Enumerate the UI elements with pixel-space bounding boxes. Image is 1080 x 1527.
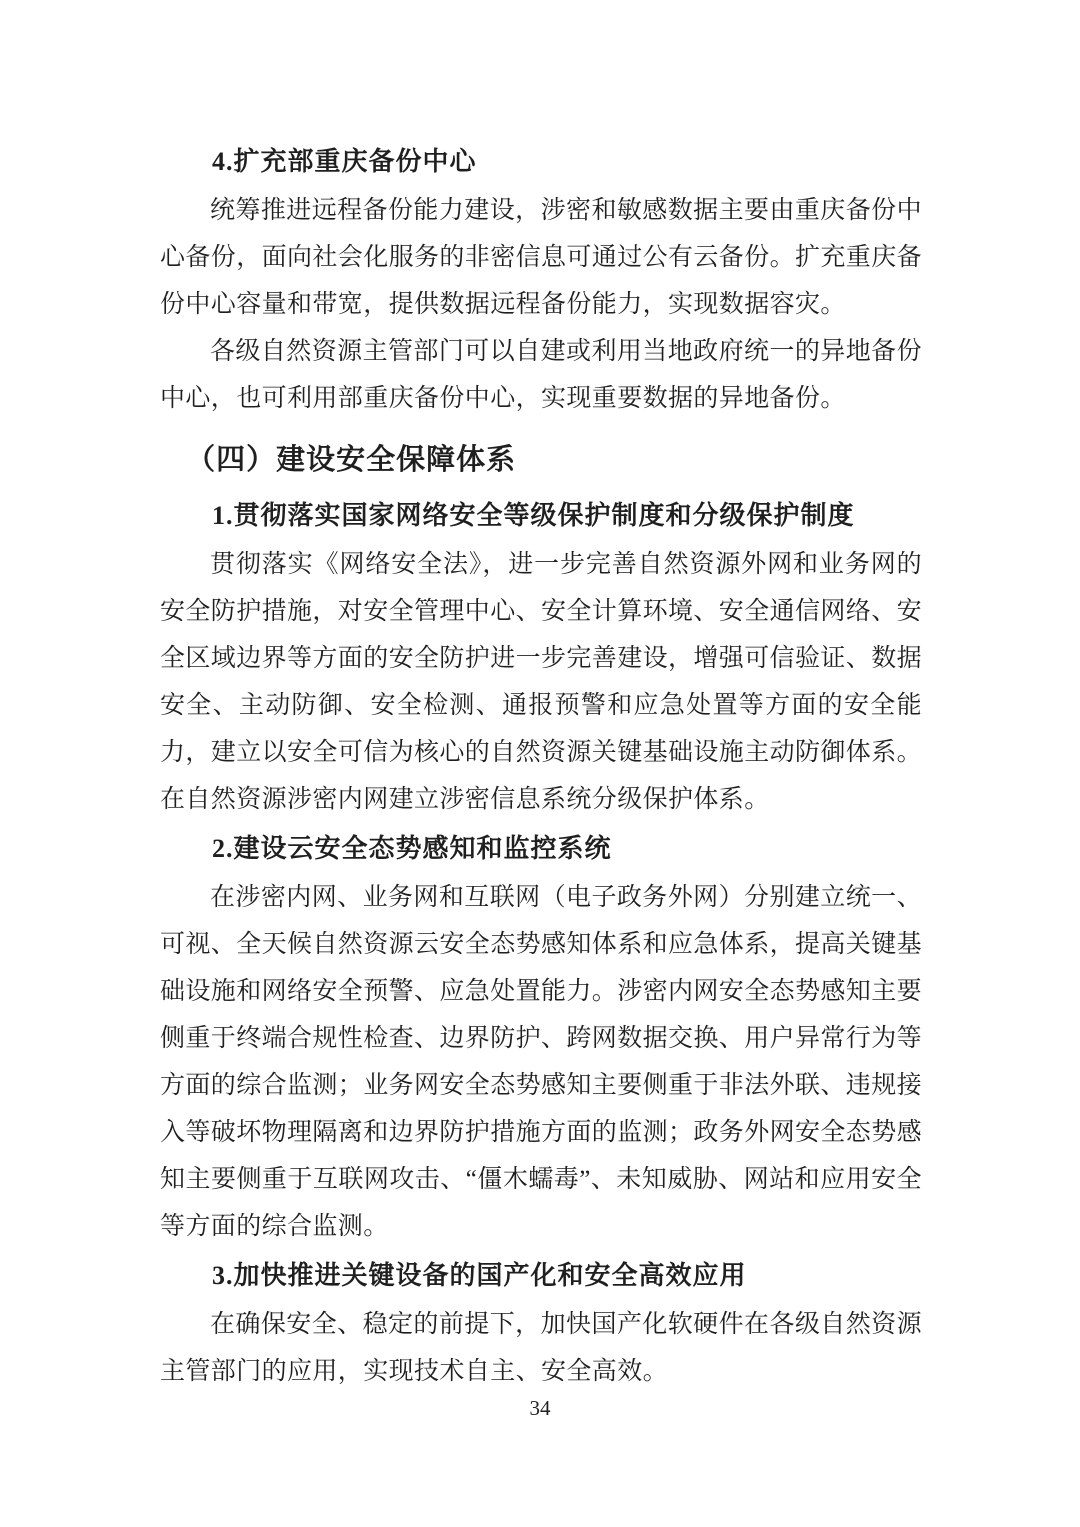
heading-expand-chongqing-backup-center: 4.扩充部重庆备份中心 <box>212 147 477 176</box>
heading-implement-cybersecurity-protection-systems: 1.贯彻落实国家网络安全等级保护制度和分级保护制度 <box>212 501 855 530</box>
paragraph-domestic-software-hardware: 在确保安全、稳定的前提下，加快国产化软硬件在各级自然资源主管部门的应用，实现技术自主、安全高效。 <box>160 1311 922 1385</box>
paragraph-remote-backup-capability: 统筹推进远程备份能力建设，涉密和敏感数据主要由重庆备份中心备份，面向社会化服务的非密信息可通过公有云备份。扩充重庆备份中心容量和带宽，提供数据远程备份能力，实现数据容灾。 <box>160 197 923 318</box>
heading-cloud-security-situation-awareness: 2.建设云安全态势感知和监控系统 <box>212 834 612 863</box>
paragraph-cybersecurity-law-implementation: 贯彻落实《网络安全法》，进一步完善自然资源外网和业务网的安全防护措施，对安全管理中心、安全计算环境、安全通信网络、安全区域边界等方面的安全防护进一步完善建设，增强可信验证、数据安全、主动防御、安全检测、通报预警和应急处置等方面的安全能力，建立以安全可信为核心的自然资源关键基础设施主动防御体系。在自然资源涉密内网建立涉密信息系统分级保护体系。 <box>160 551 923 813</box>
paragraph-situation-awareness-monitoring: 在涉密内网、业务网和互联网（电子政务外网）分别建立统一、可视、全天候自然资源云安全态势感知体系和应急体系，提高关键基础设施和网络安全预警、应急处置能力。涉密内网安全态势感知主要侧重于终端合规性检查、边界防护、跨网数据交换、用户异常行为等方面的综合监测；业务网安全态势感知主要侧重于非法外联、违规接入等破坏物理隔离和边界防护措施方面的监测；政务外网安全态势感知主要侧重于互联网攻击、“僵木蠕毒”、未知威胁、网站和应用安全等方面的综合监测。 <box>160 884 923 1240</box>
document-body <box>160 136 922 1395</box>
paragraph-offsite-backup-centers: 各级自然资源主管部门可以自建或利用当地政府统一的异地备份中心，也可利用部重庆备份中心，实现重要数据的异地备份。 <box>160 338 922 412</box>
heading-domestic-key-equipment: 3.加快推进关键设备的国产化和安全高效应用 <box>212 1261 747 1290</box>
heading-section-security-assurance-system: （四）建设安全保障体系 <box>186 444 517 476</box>
page-number: 34 <box>529 1396 551 1420</box>
